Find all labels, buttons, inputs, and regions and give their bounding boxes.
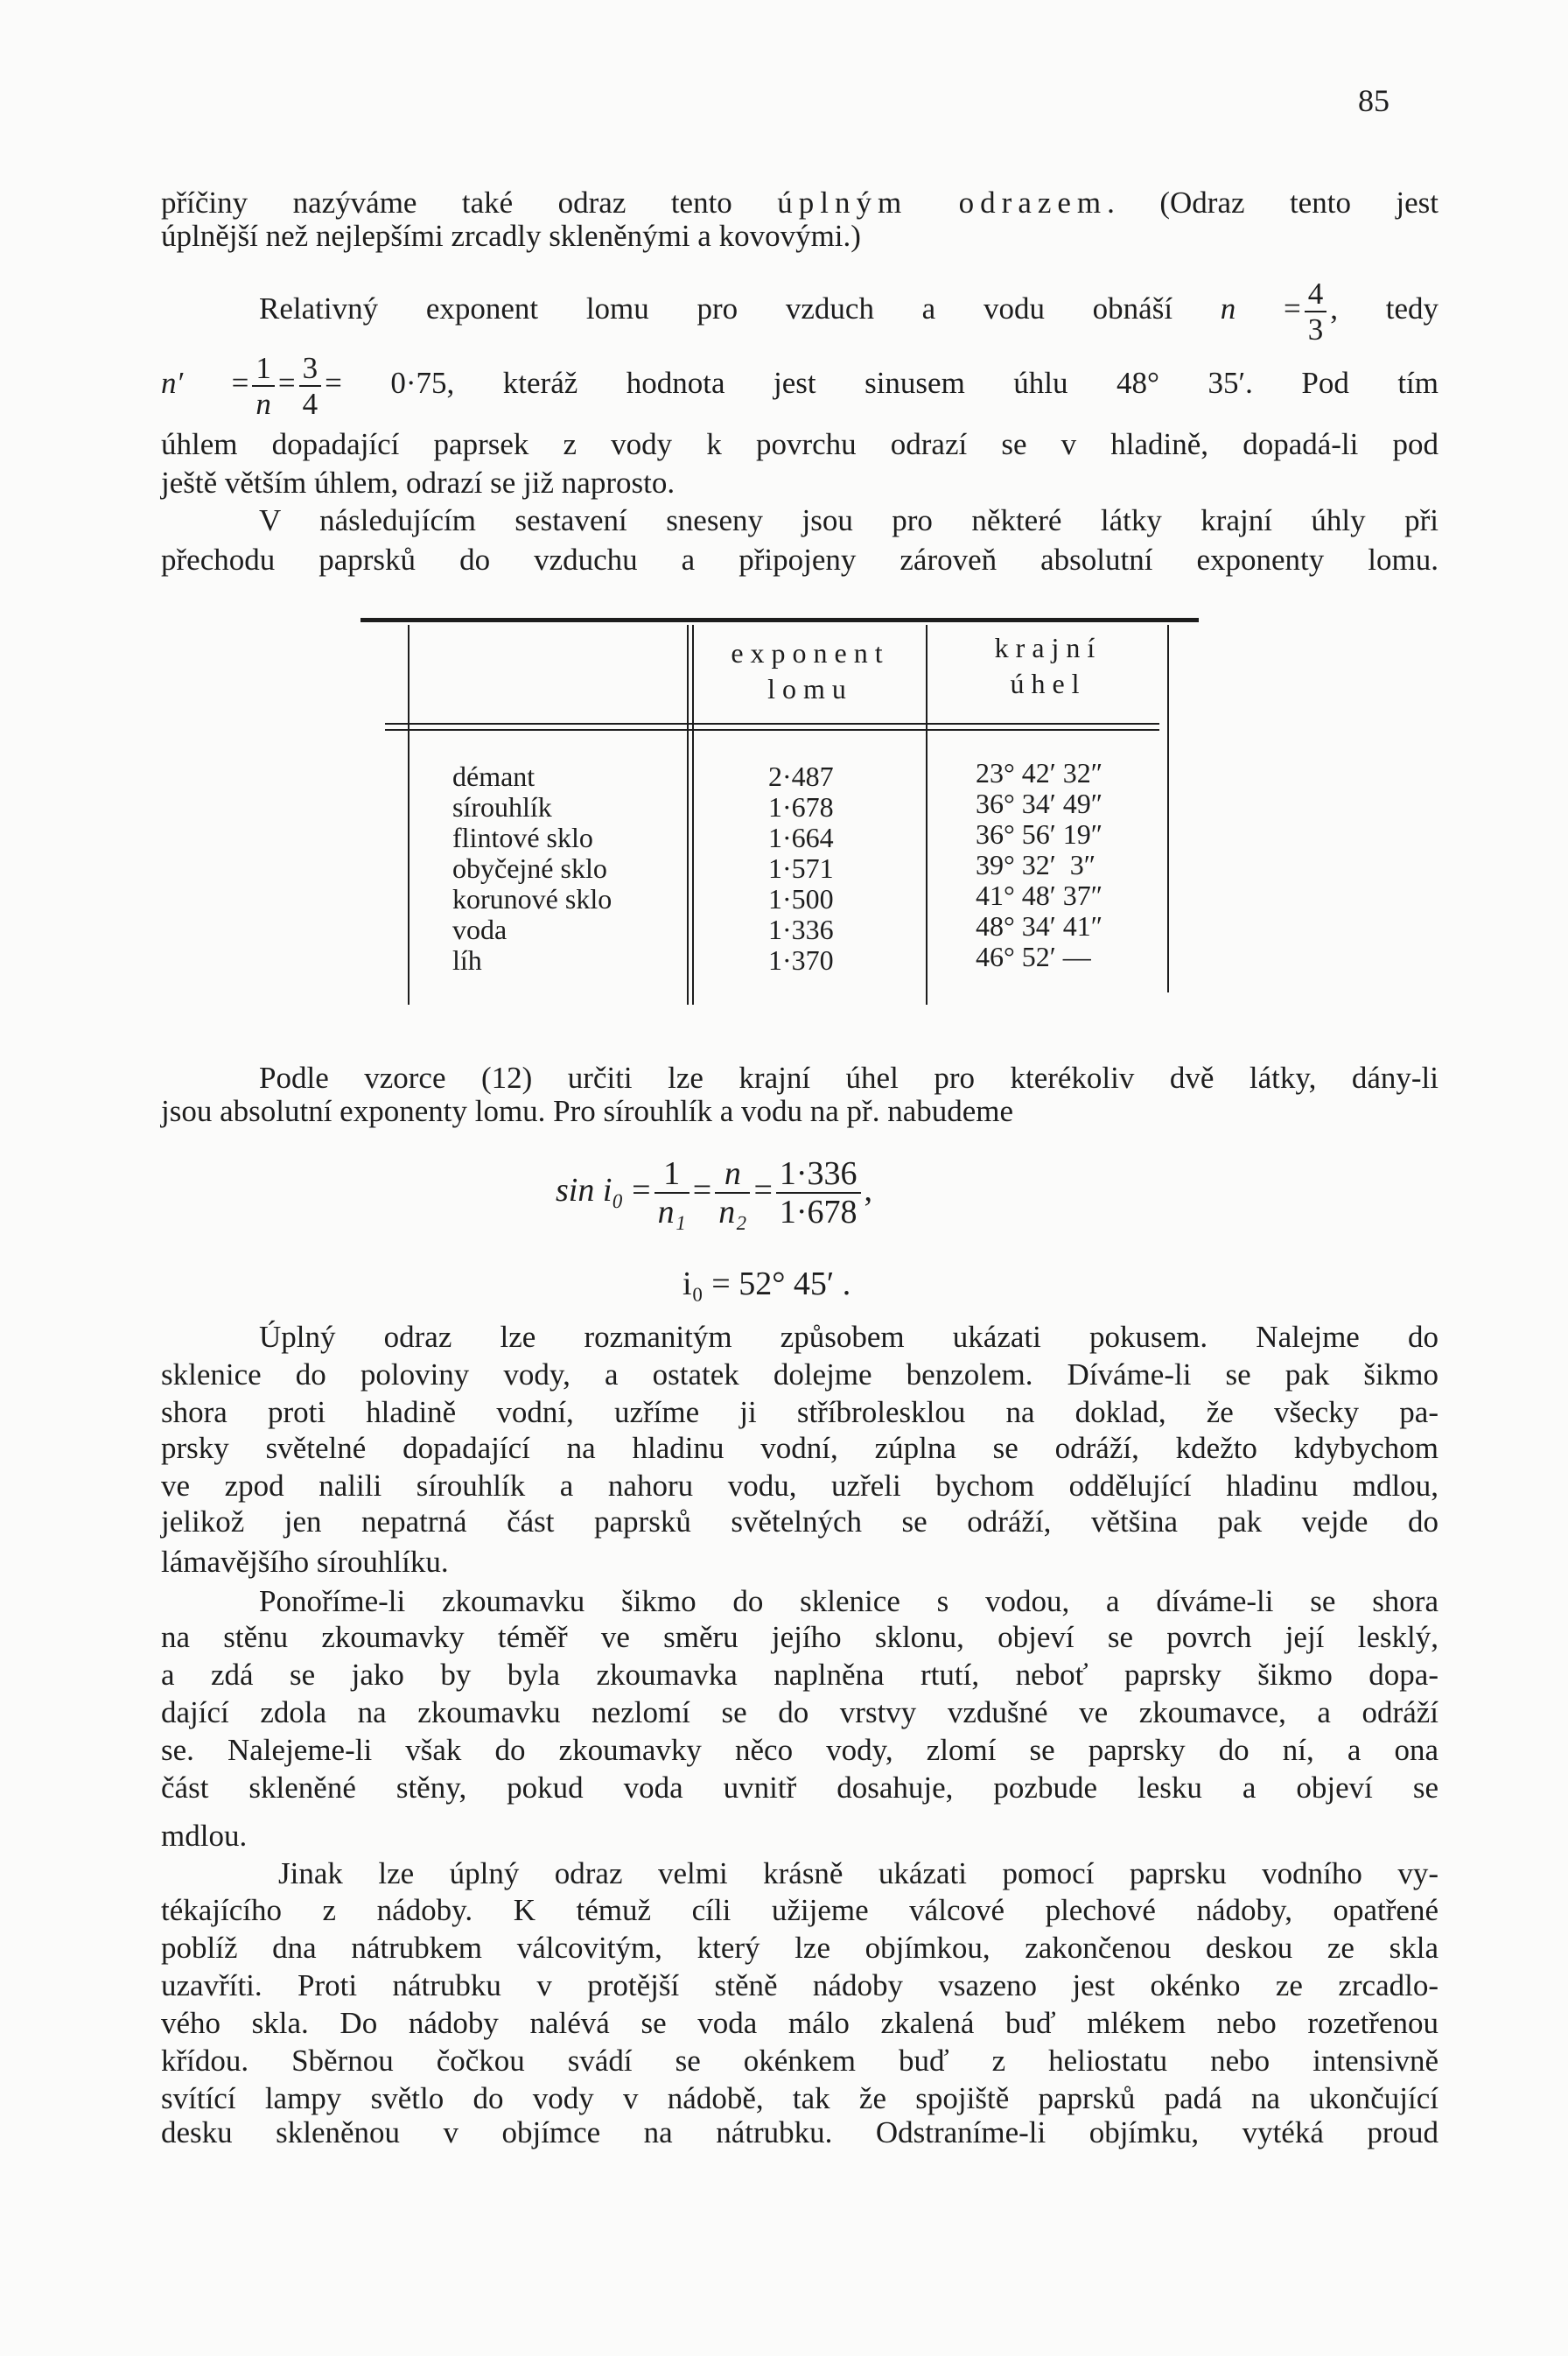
text-line: na stěnu zkoumavky téměř ve směru jejího sklonu, objeví se povrch její lesklý, [161,1620,1438,1654]
text-line: jelikož jen nepatrná část paprsků světelných se odráží, většina pak vejde do [161,1504,1438,1539]
text-line: se. Nalejeme-li však do zkoumavky něco vody, zlomí se paprsky do ní, a ona [161,1733,1438,1767]
header-text: exponent [731,637,890,669]
header-text: lomu [767,673,853,705]
fraction [252,350,275,421]
cell-angle: 36° 56′ 19″ [976,818,1103,850]
text-line: vého skla. Do nádoby nalévá se voda málo zkalená buď mlékem nebo rozetřenou [161,2006,1438,2040]
text-line: uzavříti. Proti nátrubku v protější stěně nádoby vsazeno jest okénko ze zrcadlo- [161,1968,1438,2002]
cell-angle: 41° 48′ 37″ [976,880,1103,911]
column-divider [692,625,694,1005]
numerator: 3 [299,353,322,387]
text-line: Úplný odraz lze rozmanitým způsobem ukázati pokusem. Nalejme do [259,1320,1438,1354]
math-op: = [632,1172,651,1209]
text-line: ve zpod nalili sírouhlík a nahoru vodu, uzřeli bychom oddělující hladinu mdlou, [161,1469,1438,1503]
denominator: n₂ [718,1194,747,1231]
header-text: krajní [994,632,1102,663]
text-line: Podle vzorce (12) určiti lze krajní úhel pro kterékoliv dvě látky, dány-li [259,1061,1438,1095]
denominator: 1·678 [779,1194,858,1231]
text-line: část skleněné stěny, pokud voda uvnitř dosahuje, pozbude lesku a objeví se [161,1771,1438,1805]
text-line: lámavějšího sírouhlíku. [161,1545,449,1579]
cell-index: 1·336 [768,914,834,945]
table-top-rule [360,618,1199,622]
header-double-rule [385,723,1159,725]
header-double-rule [385,729,1159,731]
header-angle [929,632,1167,700]
cell-substance: líh [452,944,482,976]
cell-index: 1·500 [768,883,834,915]
denominator: n₁ [657,1194,686,1231]
cell-angle: 48° 34′ 41″ [976,910,1103,942]
math-op: = [692,1172,712,1209]
text-line [161,348,1439,421]
column-divider [687,625,689,1005]
numerator: 1 [252,353,275,387]
text: , tedy [1330,291,1439,326]
table-border [1167,625,1169,992]
math-punct: , [864,1172,873,1209]
cell-substance: voda [452,914,508,945]
fraction [715,1157,750,1229]
math-var: n′ [161,366,184,400]
text-line: tékajícího z nádoby. K témuž cíli užijeme válcové plechové nádoby, opatřené [161,1893,1438,1927]
math-op: = [753,1172,773,1209]
cell-index: 1·571 [768,852,834,884]
formula-sin [556,1146,872,1234]
text-line: dající zdola na zkoumavku nezlomí se do vrstvy vzdušné ve zkoumavce, a odráží [161,1695,1438,1729]
math-value: = 0·75 [325,366,447,400]
text-line: prsky světelné dopadající na hladinu vodní, zúplna se odráží, kdežto kdybychom [161,1431,1438,1465]
numerator: 4 [1305,278,1327,312]
text: Relativný exponent lomu pro vzduch a vodu obnáší [259,291,1173,326]
cell-substance: sírouhlík [452,791,552,823]
text-line: mdlou. [161,1819,248,1853]
cell-angle: 36° 34′ 49″ [976,788,1103,819]
cell-index: 1·664 [768,822,834,853]
cell-substance: flintové sklo [452,822,593,853]
denominator: 4 [302,386,318,421]
text-line: úplnější než nejlepšími zrcadly skleněnými a kovovými.) [161,219,861,253]
fraction [299,350,322,421]
text-line: Ponoříme-li zkoumavku šikmo do sklenice s vodou, a díváme-li se shora [259,1584,1438,1618]
text: , kteráž hodnota jest sinusem úhlu 48° 35′. Pod tím [446,366,1439,400]
emphasis-text: úplným odrazem [777,186,1108,220]
text-line: úhlem dopadající paprsek z vody k povrchu odrazí se v hladině, dopadá-li pod [161,427,1438,461]
text-line: křídou. Sběrnou čočkou svádí se okénkem buď z heliostatu nebo intensivně [161,2044,1438,2078]
text-line: desku skleněnou v objímce na nátrubku. Odstraníme-li objímku, vytéká proud [161,2115,1438,2149]
text-line [259,277,1439,347]
text-line: přechodu paprsků do vzduchu a připojeny zároveň absolutní exponenty lomu. [161,543,1438,577]
page-number: 85 [1358,83,1390,118]
math-var: n [1220,291,1236,326]
cell-substance: korunové sklo [452,883,612,915]
cell-index: 1·678 [768,791,834,823]
text-line: poblíž dna nátrubkem válcovitým, který lze objímkou, zakončenou deskou ze skla [161,1931,1438,1965]
cell-angle: 39° 32′ 3″ [976,849,1096,880]
text-line: svítící lampy světlo do vody v nádobě, tak že spojiště paprsků padá na ukončující [161,2081,1438,2115]
cell-angle: 46° 52′ — [976,941,1091,972]
text: . (Odraz tento jest [1107,186,1438,220]
header-index [696,637,925,705]
denominator: n [256,386,271,421]
math-op: = [231,366,249,400]
numerator: n [715,1157,750,1194]
text-line: a zdá se jako by byla zkoumavka naplněna rtutí, neboť paprsky šikmo dopa- [161,1658,1438,1692]
fraction [776,1157,861,1229]
text-line: Jinak lze úplný odraz velmi krásně ukázati pomocí paprsku vodního vy- [278,1856,1438,1890]
numerator: 1·336 [776,1157,861,1194]
cell-index: 1·370 [768,944,834,976]
text-line: sklenice do poloviny vody, a ostatek dolejme benzolem. Díváme-li se pak šikmo [161,1357,1438,1392]
fraction [654,1157,690,1229]
text-line: ještě větším úhlem, odrazí se již naprosto. [161,466,676,500]
table-border [408,625,410,1005]
text-line [161,186,1438,221]
formula-result: i₀ = 52° 45′ . [682,1266,851,1302]
math-op: = [277,366,296,400]
cell-substance: obyčejné sklo [452,852,607,884]
numerator: 1 [654,1157,690,1194]
fraction [1305,278,1327,345]
text-line: V následujícím sestavení sneseny jsou pro některé látky krajní úhly při [259,503,1438,537]
cell-index: 2·487 [768,761,834,792]
text-line: shora proti hladině vodní, uzříme ji stříbrolesklou na doklad, že všecky pa- [161,1395,1438,1429]
math-lhs: sin i₀ [556,1172,624,1209]
text: příčiny nazýváme také odraz tento [161,186,778,220]
math-op: = [1284,291,1301,326]
column-divider [926,625,928,1005]
header-text: úhel [1010,668,1087,699]
cell-angle: 23° 42′ 32″ [976,757,1103,789]
cell-substance: démant [452,761,536,792]
text-line: jsou absolutní exponenty lomu. Pro sírouhlík a vodu na př. nabudeme [161,1094,1014,1128]
denominator: 3 [1307,312,1324,347]
